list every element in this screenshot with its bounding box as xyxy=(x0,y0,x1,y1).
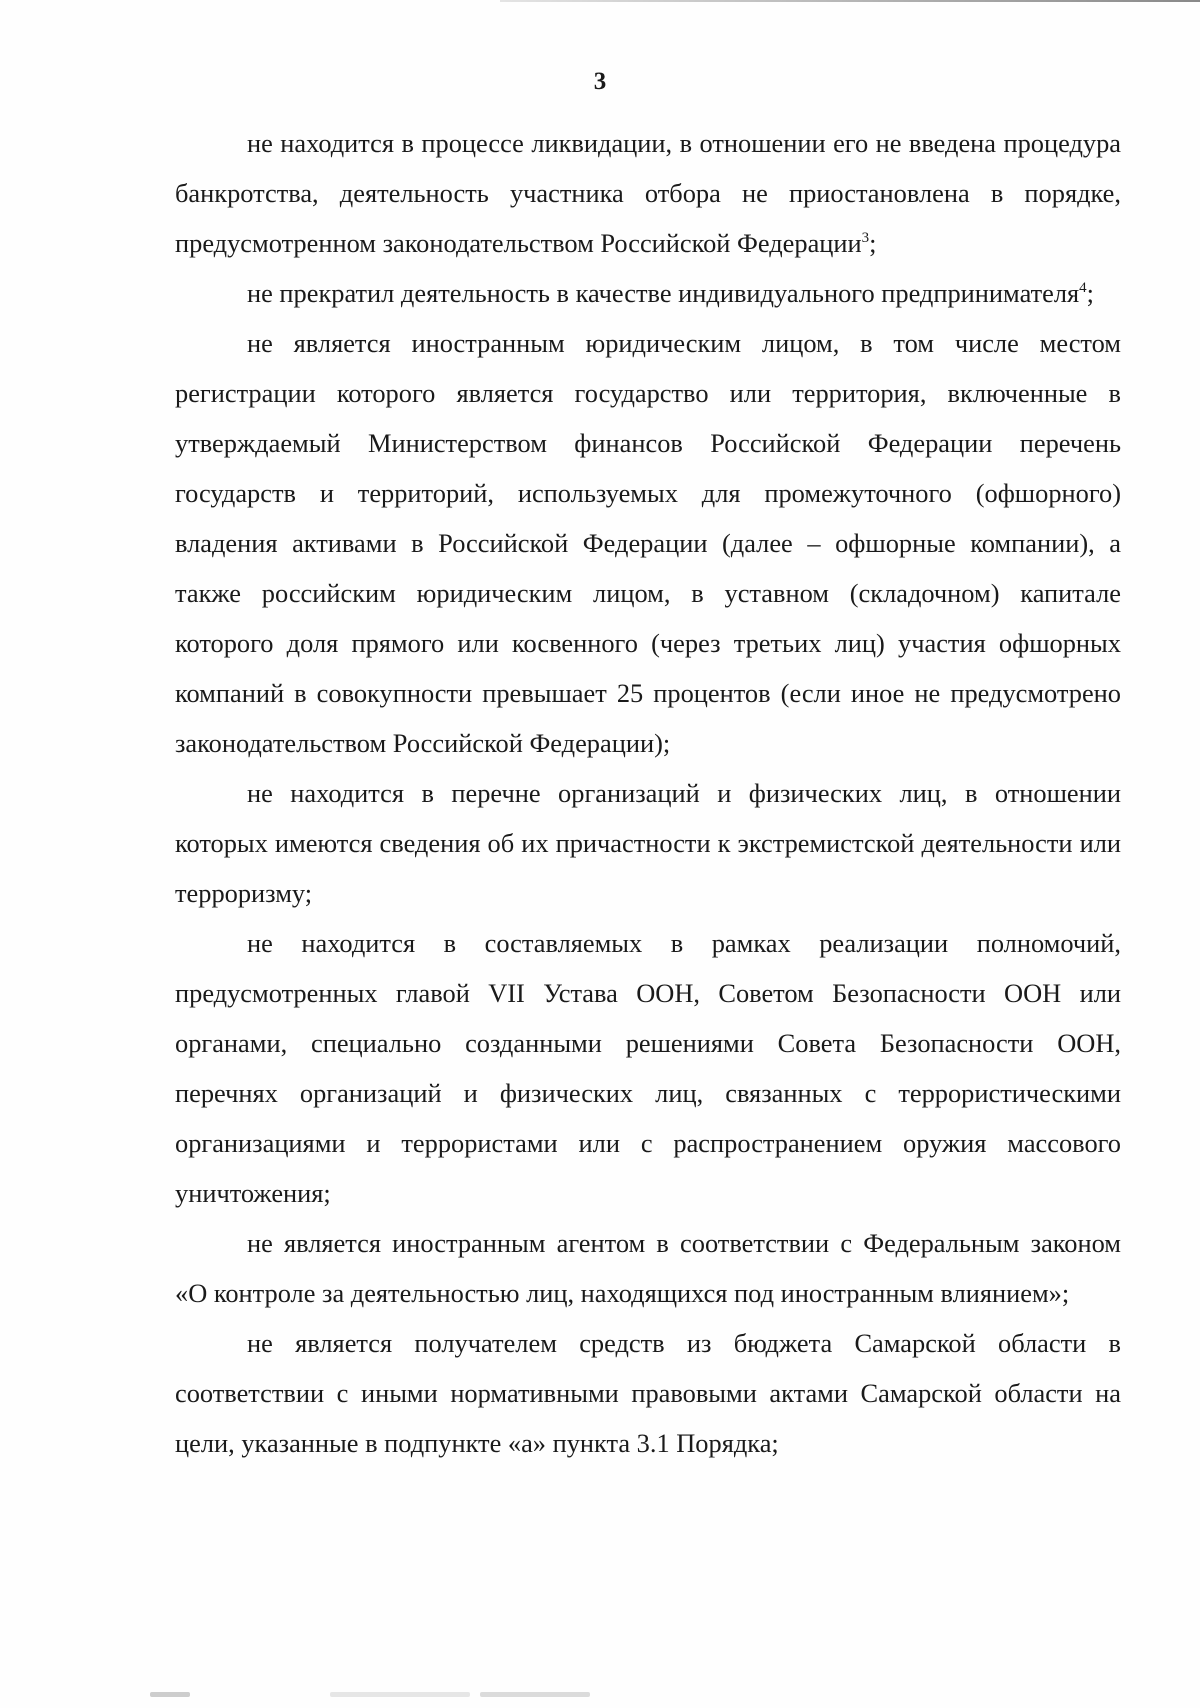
paragraph-entrepreneur: не прекратил деятельность в качестве индивидуального предпринимателя$^4$; xyxy=(247,278,1094,308)
paragraph-foreign-agent: не является иностранным агентом в соответствии с Федеральным законом «О контроле за деятельностью лиц, находящихся под иностранным влиянием»; xyxy=(175,1228,1121,1308)
scan-artifact xyxy=(150,1692,190,1697)
paragraph-un-sanctions: не находится в составляемых в рамках реализации полномочий, предусмотренных главой VII Устава ООН, Советом Безопасности ООН или органами, специально созданными решениями Совета Безопасности ООН, перечнях организаций и физических лиц, связанных с террористическими организациями и террористами или с распространением оружия массового уничтожения; xyxy=(175,928,1121,1208)
scan-artifact xyxy=(330,1692,470,1697)
paragraph-extremism: не находится в перечне организаций и физических лиц, в отношении которых имеются сведения об их причастности к экстремистской деятельности или терроризму; xyxy=(175,778,1121,908)
paragraph-offshore: не является иностранным юридическим лицом, в том числе местом регистрации которого является государство или территория, включенные в утверждаемый Министерством финансов Российской Федерации перечень государств и территорий, используемых для промежуточного (офшорного) владения активами в Российской Федерации (далее – офшорные компании), а также российским юридическим лицом, в уставном (складочном) капитале которого доля прямого или косвенного (через третьих лиц) участия офшорных компаний в совокупности превышает 25 процентов (если иное не предусмотрено законодательством Российской Федерации); xyxy=(175,328,1121,758)
paragraph-budget-recipient: не является получателем средств из бюджета Самарской области в соответствии с иными нормативными правовыми актами Самарской области на цели, указанные в подпункте «а» пункта 3.1 Порядка; xyxy=(175,1328,1121,1458)
document-body xyxy=(175,118,1121,1468)
scan-top-edge xyxy=(500,0,1200,2)
paragraph-liquidation: не находится в процессе ликвидации, в отношении его не введена процедура банкротства, деятельность участника отбора не приостановлена в порядке, предусмотренном законодательством Российской Федерации$^3$; xyxy=(175,128,1121,258)
footnote-marker: 4 xyxy=(1079,280,1087,297)
scan-artifact xyxy=(480,1692,590,1697)
footnote-marker: 3 xyxy=(861,230,870,247)
page-number: 3 xyxy=(593,68,607,95)
